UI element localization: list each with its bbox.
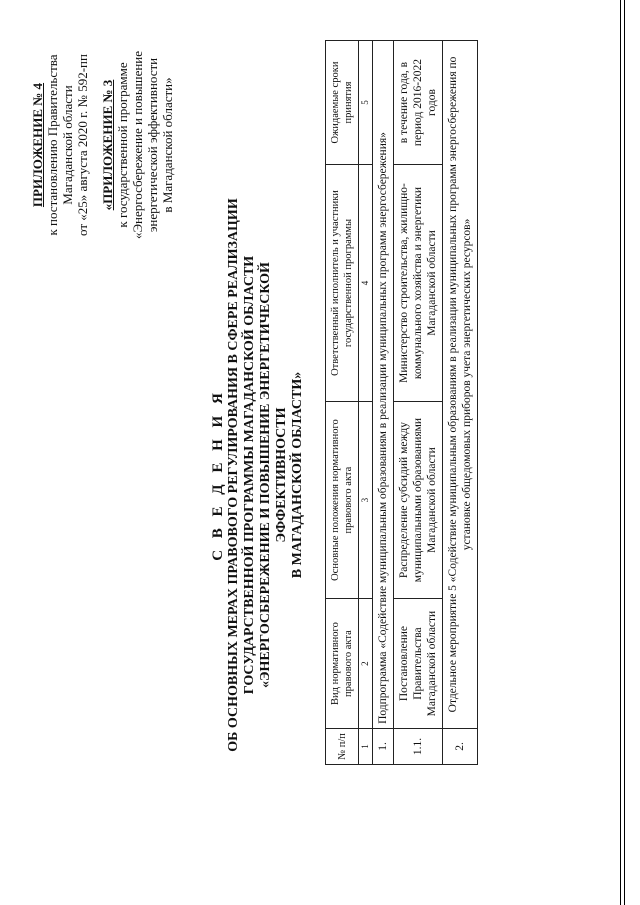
index-cell: 1 xyxy=(359,728,373,764)
header-act-type: Вид нормативного правового акта xyxy=(326,599,359,729)
row-executor: Министерство строительства, жилищно-коммунального хозяйства и энергетики Магаданской области xyxy=(394,165,443,402)
page-rule xyxy=(624,0,625,905)
index-cell: 2 xyxy=(359,599,373,729)
title-line: «ЭНЕРГОСБЕРЕЖЕНИЕ И ПОВЫШЕНИЕ ЭНЕРГЕТИЧЕСКОЙ ЭФФЕКТИВНОСТИ xyxy=(258,262,289,688)
appendix-sub-line: энергетической эффективности xyxy=(145,57,160,233)
appendix-sub-number: «ПРИЛОЖЕНИЕ № 3 xyxy=(100,79,115,211)
section-number: 2. xyxy=(443,728,478,764)
table-index-row xyxy=(359,41,373,765)
appendix-date-line: от «25» августа 2020 г. № 592-пп xyxy=(75,54,90,236)
table-section-row xyxy=(373,41,394,765)
title-line: В МАГАДАНСКОЙ ОБЛАСТИ» xyxy=(290,371,305,579)
appendix-block xyxy=(30,25,175,265)
appendix-line: Магаданской области xyxy=(60,85,75,205)
title-line: ОБ ОСНОВНЫХ МЕРАХ ПРАВОВОГО РЕГУЛИРОВАНИЯ В СФЕРЕ РЕАЛИЗАЦИИ xyxy=(226,198,241,752)
title-line: ГОСУДАРСТВЕННОЙ ПРОГРАММЫ МАГАДАНСКОЙ ОБЛАСТИ xyxy=(242,255,257,695)
row-deadline: в течение года, в период 2016-2022 годов xyxy=(394,41,443,165)
index-cell: 5 xyxy=(359,41,373,165)
header-provisions: Основные положения нормативного правового акта xyxy=(326,401,359,598)
appendix-sub-line: в Магаданской области» xyxy=(160,77,175,213)
appendix-sub-line: к государственной программе xyxy=(115,62,130,228)
section-title: Подпрограмма «Содействие муниципальным образованиям в реализации муниципальных программ энергосбережения» xyxy=(373,41,394,729)
measures-table xyxy=(325,40,478,765)
title-heading: С В Е Д Е Н И Я xyxy=(210,389,226,561)
appendix-line: к постановлению Правительства xyxy=(45,54,60,236)
row-act-type: Постановление Правительства Магаданской области xyxy=(394,599,443,729)
row-provisions: Распределение субсидий между муниципальными образованиями Магаданской области xyxy=(394,401,443,598)
table-section-row xyxy=(443,41,478,765)
table-header-row xyxy=(326,41,359,765)
appendix-sub-line: «Энергосбережение и повышение xyxy=(130,50,145,240)
row-number: 1.1. xyxy=(394,728,443,764)
section-title: Отдельное мероприятие 5 «Содействие муниципальным образованиям в реализации муниципальных программ энергосбережения по установке общедомовых приборов учета энергетических ресурсов» xyxy=(443,41,478,729)
header-deadline: Ожидаемые сроки принятия xyxy=(326,41,359,165)
index-cell: 3 xyxy=(359,401,373,598)
page-rule xyxy=(620,0,621,905)
header-executor: Ответственный исполнитель и участники государственной программы xyxy=(326,165,359,402)
appendix-number: ПРИЛОЖЕНИЕ № 4 xyxy=(30,82,45,208)
header-number: № п/п xyxy=(326,728,359,764)
index-cell: 4 xyxy=(359,165,373,402)
document-title xyxy=(210,195,306,755)
section-number: 1. xyxy=(373,728,394,764)
table-row xyxy=(394,41,443,765)
